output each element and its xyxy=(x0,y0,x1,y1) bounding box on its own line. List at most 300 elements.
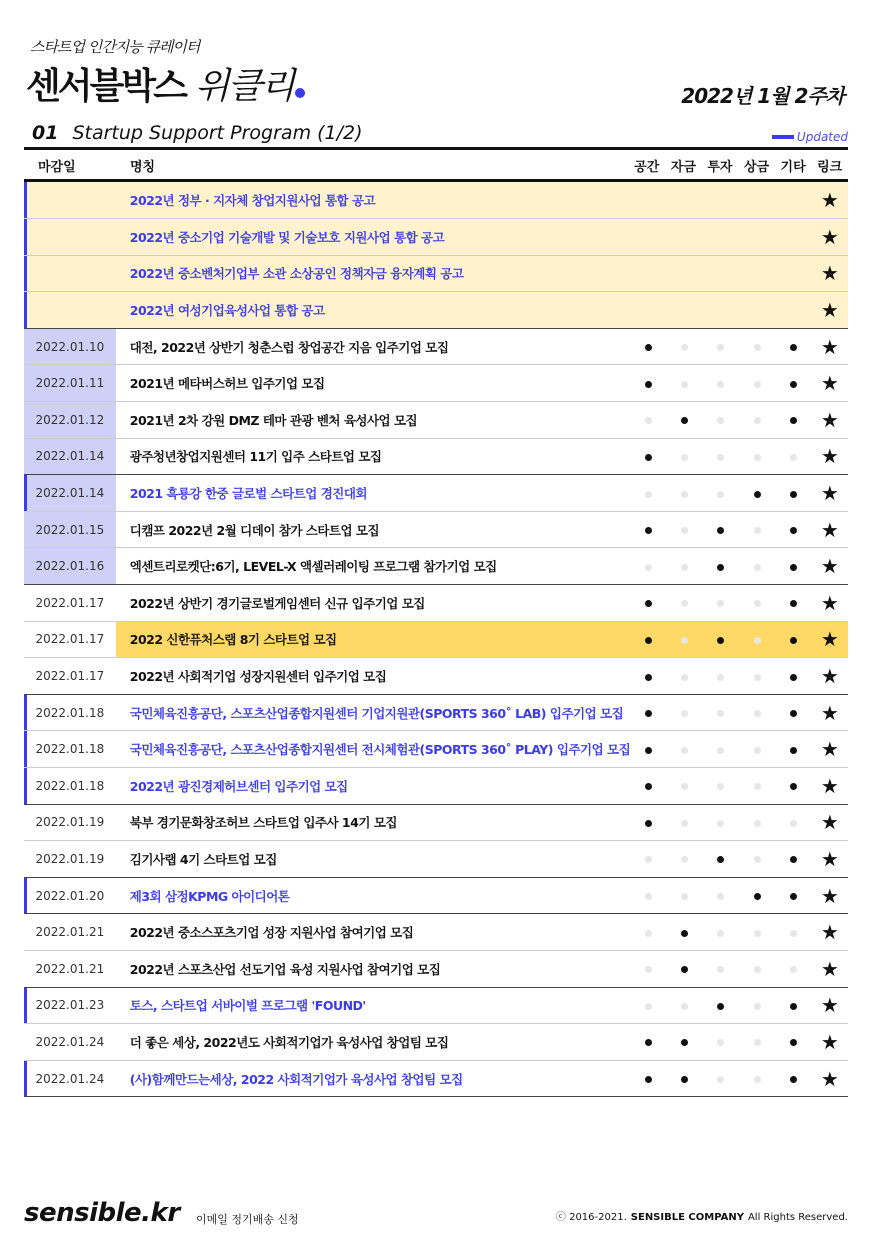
flag-cell xyxy=(703,658,739,695)
link-cell[interactable] xyxy=(812,877,848,914)
flag-cell xyxy=(630,511,666,548)
empty-dot-icon xyxy=(717,893,724,900)
flag-cell xyxy=(666,914,702,951)
program-name[interactable]: 더 좋은 세상, 2022년도 사회적기업가 육성사업 창업팀 모집 xyxy=(129,1034,449,1050)
flag-cell xyxy=(666,658,702,695)
link-cell[interactable] xyxy=(812,402,848,439)
flag-cell xyxy=(739,914,775,951)
flag-cell xyxy=(739,987,775,1024)
link-cell[interactable] xyxy=(812,511,848,548)
deadline: 2022.01.19 xyxy=(35,815,105,830)
program-name[interactable]: 2022년 중소스포츠기업 성장 지원사업 참여기업 모집 xyxy=(129,925,414,941)
table-row xyxy=(24,585,848,622)
filled-dot-icon xyxy=(790,1076,797,1083)
flag-cell xyxy=(703,621,739,658)
link-cell[interactable] xyxy=(812,987,848,1024)
flag-cell xyxy=(775,1024,811,1061)
flag-cell xyxy=(703,255,739,292)
flag-cell xyxy=(630,804,666,841)
flag-cell xyxy=(775,694,811,731)
filled-dot-icon xyxy=(645,527,652,534)
star-link-icon[interactable]: ★ xyxy=(820,810,839,835)
flag-cell xyxy=(666,511,702,548)
link-cell[interactable] xyxy=(812,219,848,256)
flag-cell xyxy=(703,841,739,878)
deadline: 2022.01.21 xyxy=(35,925,105,940)
star-link-icon[interactable]: ★ xyxy=(820,407,839,432)
table-row xyxy=(24,658,848,695)
empty-dot-icon xyxy=(754,820,761,827)
empty-dot-icon xyxy=(717,783,724,790)
star-link-icon[interactable]: ★ xyxy=(820,444,839,469)
program-name[interactable]: 토스, 스타트업 서바이벌 프로그램 'FOUND' xyxy=(129,998,366,1014)
flag-cell xyxy=(666,219,702,256)
program-name[interactable]: 국민체육진흥공단, 스포츠산업종합지원센터 기업지원관(SPORTS 360˚ LAB) 입주기업 모집 xyxy=(129,705,624,721)
program-name[interactable]: 광주청년창업지원센터 11기 입주 스타트업 모집 xyxy=(129,449,382,465)
empty-dot-icon xyxy=(754,1076,761,1083)
copyright-years: ⓒ 2016-2021. xyxy=(555,1212,627,1223)
deadline: 2022.01.11 xyxy=(24,365,116,402)
flag-cell xyxy=(739,621,775,658)
filled-dot-icon xyxy=(717,856,724,863)
flag-cell xyxy=(666,548,702,585)
deadline: 2022.01.18 xyxy=(24,768,116,805)
filled-dot-icon xyxy=(790,527,797,534)
deadline: 2022.01.14 xyxy=(24,475,116,512)
program-name[interactable]: 2022년 중소벤처기업부 소관 소상공인 정책자금 융자계획 공고 xyxy=(116,255,630,292)
flag-cell xyxy=(630,694,666,731)
flag-cell xyxy=(703,768,739,805)
legend-bar-icon xyxy=(772,135,794,139)
filled-dot-icon xyxy=(645,1076,652,1083)
flag-cell xyxy=(666,731,702,768)
empty-dot-icon xyxy=(754,417,761,424)
program-name[interactable]: 북부 경기문화창조허브 스타트업 입주사 14기 모집 xyxy=(129,815,397,831)
flag-cell xyxy=(739,438,775,475)
flag-cell xyxy=(703,877,739,914)
program-name[interactable]: (사)함께만드는세상, 2022 사회적기업가 육성사업 창업팀 모집 xyxy=(129,1071,463,1087)
flag-cell xyxy=(775,585,811,622)
program-name[interactable]: 2021년 2차 강원 DMZ 테마 관광 벤처 육성사업 모집 xyxy=(129,412,418,428)
table-row xyxy=(24,768,848,805)
empty-dot-icon xyxy=(717,1039,724,1046)
empty-dot-icon xyxy=(790,966,797,973)
empty-dot-icon xyxy=(754,930,761,937)
filled-dot-icon xyxy=(790,747,797,754)
filled-dot-icon xyxy=(645,637,652,644)
flag-cell xyxy=(775,877,811,914)
program-name[interactable]: 김기사랩 4기 스타트업 모집 xyxy=(129,851,277,867)
link-cell[interactable] xyxy=(812,1060,848,1097)
table-row xyxy=(24,219,848,256)
filled-dot-icon xyxy=(717,637,724,644)
filled-dot-icon xyxy=(681,1039,688,1046)
deadline: 2022.01.12 xyxy=(24,402,116,439)
table-row xyxy=(24,731,848,768)
flag-cell xyxy=(739,548,775,585)
empty-dot-icon xyxy=(717,600,724,607)
star-link-icon[interactable]: ★ xyxy=(820,883,839,908)
flag-cell xyxy=(775,1060,811,1097)
header-prize: 상금 xyxy=(743,159,770,175)
empty-dot-icon xyxy=(645,491,652,498)
program-name[interactable]: 2022년 사회적기업 성장지원센터 입주기업 모집 xyxy=(129,669,387,685)
program-name[interactable]: 2022년 상반기 경기글로벌게임센터 신규 입주기업 모집 xyxy=(129,595,425,611)
filled-dot-icon xyxy=(754,893,761,900)
flag-cell xyxy=(775,768,811,805)
table-row xyxy=(24,365,848,402)
table-row xyxy=(24,621,848,658)
filled-dot-icon xyxy=(681,1076,688,1083)
subscribe-link[interactable]: 이메일 정기배송 신청 xyxy=(196,1213,299,1226)
empty-dot-icon xyxy=(717,930,724,937)
filled-dot-icon xyxy=(790,637,797,644)
flag-cell xyxy=(630,621,666,658)
star-link-icon[interactable]: ★ xyxy=(820,261,839,286)
link-cell[interactable] xyxy=(812,292,848,329)
filled-dot-icon xyxy=(790,564,797,571)
star-link-icon[interactable]: ★ xyxy=(820,956,839,981)
filled-dot-icon xyxy=(790,381,797,388)
flag-cell xyxy=(666,365,702,402)
star-link-icon[interactable]: ★ xyxy=(820,224,839,249)
flag-cell xyxy=(630,768,666,805)
star-link-icon[interactable]: ★ xyxy=(820,1029,839,1054)
table-row xyxy=(24,255,848,292)
star-link-icon[interactable]: ★ xyxy=(820,737,839,762)
deadline xyxy=(24,255,116,292)
flag-cell xyxy=(775,182,811,219)
empty-dot-icon xyxy=(681,747,688,754)
filled-dot-icon xyxy=(645,783,652,790)
table-header xyxy=(24,150,848,180)
filled-dot-icon xyxy=(681,417,688,424)
empty-dot-icon xyxy=(681,674,688,681)
empty-dot-icon xyxy=(645,1003,652,1010)
flag-cell xyxy=(739,365,775,402)
flag-cell xyxy=(739,219,775,256)
star-link-icon[interactable]: ★ xyxy=(820,993,839,1018)
table-row xyxy=(24,438,848,475)
empty-dot-icon xyxy=(754,674,761,681)
empty-dot-icon xyxy=(717,454,724,461)
flag-cell xyxy=(666,292,702,329)
link-cell[interactable] xyxy=(812,950,848,987)
copyright-rights: All Rights Reserved. xyxy=(747,1212,848,1223)
deadline: 2022.01.20 xyxy=(24,877,116,914)
filled-dot-icon xyxy=(645,381,652,388)
star-link-icon[interactable]: ★ xyxy=(820,371,839,396)
deadline: 2022.01.18 xyxy=(24,694,116,731)
flag-cell xyxy=(666,804,702,841)
link-cell[interactable] xyxy=(812,841,848,878)
deadline: 2022.01.23 xyxy=(24,987,116,1024)
flag-cell xyxy=(630,877,666,914)
empty-dot-icon xyxy=(754,600,761,607)
program-name[interactable]: 2022년 광진경제허브센터 입주기업 모집 xyxy=(129,778,348,794)
star-link-icon[interactable]: ★ xyxy=(820,700,839,725)
table-row xyxy=(24,804,848,841)
flag-cell xyxy=(666,950,702,987)
flag-cell xyxy=(775,475,811,512)
star-link-icon[interactable]: ★ xyxy=(820,188,839,213)
filled-dot-icon xyxy=(645,710,652,717)
empty-dot-icon xyxy=(681,527,688,534)
star-link-icon[interactable]: ★ xyxy=(820,920,839,945)
flag-cell xyxy=(739,877,775,914)
program-name[interactable]: 2022년 중소기업 기술개발 및 기술보호 지원사업 통합 공고 xyxy=(116,219,630,256)
flag-cell xyxy=(739,511,775,548)
program-name[interactable]: 2022년 스포츠산업 선도기업 육성 지원사업 참여기업 모집 xyxy=(129,961,441,977)
star-link-icon[interactable]: ★ xyxy=(820,517,839,542)
empty-dot-icon xyxy=(754,747,761,754)
program-name[interactable]: 제3회 삼정KPMG 아이디어톤 xyxy=(129,888,290,904)
flag-cell xyxy=(630,1024,666,1061)
flag-cell xyxy=(739,1024,775,1061)
link-cell[interactable] xyxy=(812,658,848,695)
program-name[interactable]: 디캠프 2022년 2월 디데이 참가 스타트업 모집 xyxy=(129,522,380,538)
link-cell[interactable] xyxy=(812,768,848,805)
brand-light: 위클리 xyxy=(194,66,294,107)
empty-dot-icon xyxy=(717,820,724,827)
link-cell[interactable] xyxy=(812,731,848,768)
flag-cell xyxy=(630,987,666,1024)
flag-cell xyxy=(775,731,811,768)
star-link-icon[interactable]: ★ xyxy=(820,627,839,652)
empty-dot-icon xyxy=(754,1039,761,1046)
empty-dot-icon xyxy=(681,454,688,461)
flag-cell xyxy=(775,841,811,878)
program-name[interactable]: 2022 신한퓨처스랩 8기 스타트업 모집 xyxy=(116,621,630,658)
link-cell[interactable] xyxy=(812,255,848,292)
empty-dot-icon xyxy=(754,454,761,461)
filled-dot-icon xyxy=(790,783,797,790)
table-row xyxy=(24,548,848,585)
flag-cell xyxy=(666,694,702,731)
link-cell[interactable] xyxy=(812,548,848,585)
link-cell[interactable] xyxy=(812,475,848,512)
flag-cell xyxy=(703,328,739,365)
legend-label: Updated xyxy=(796,130,848,144)
program-name[interactable]: 대전, 2022년 상반기 청춘스럽 창업공간 지음 입주기업 모집 xyxy=(129,339,449,355)
flag-cell xyxy=(775,987,811,1024)
flag-cell xyxy=(775,255,811,292)
empty-dot-icon xyxy=(681,491,688,498)
empty-dot-icon xyxy=(717,344,724,351)
flag-cell xyxy=(775,914,811,951)
section-name: Startup Support Program (1/2) xyxy=(72,122,363,144)
table-row xyxy=(24,1060,848,1097)
empty-dot-icon xyxy=(754,637,761,644)
table-row xyxy=(24,950,848,987)
flag-cell xyxy=(630,255,666,292)
program-name[interactable]: 2021 흑룡강 한중 글로벌 스타트업 경진대회 xyxy=(129,486,367,502)
empty-dot-icon xyxy=(717,966,724,973)
empty-dot-icon xyxy=(790,454,797,461)
filled-dot-icon xyxy=(681,930,688,937)
flag-cell xyxy=(630,1060,666,1097)
deadline: 2022.01.15 xyxy=(24,511,116,548)
filled-dot-icon xyxy=(645,1039,652,1046)
flag-cell xyxy=(666,987,702,1024)
empty-dot-icon xyxy=(754,1003,761,1010)
link-cell[interactable] xyxy=(812,621,848,658)
flag-cell xyxy=(630,328,666,365)
star-link-icon[interactable]: ★ xyxy=(820,590,839,615)
flag-cell xyxy=(739,182,775,219)
flag-cell xyxy=(739,950,775,987)
empty-dot-icon xyxy=(681,564,688,571)
flag-cell xyxy=(666,402,702,439)
flag-cell xyxy=(666,1024,702,1061)
dot-icon xyxy=(295,88,305,98)
header-link: 링크 xyxy=(817,159,843,175)
link-cell[interactable] xyxy=(812,914,848,951)
deadline xyxy=(24,292,116,329)
flag-cell xyxy=(703,1024,739,1061)
flag-cell xyxy=(703,365,739,402)
flag-cell xyxy=(739,292,775,329)
flag-cell xyxy=(630,365,666,402)
empty-dot-icon xyxy=(754,783,761,790)
filled-dot-icon xyxy=(790,674,797,681)
empty-dot-icon xyxy=(645,417,652,424)
program-name[interactable]: 국민체육진흥공단, 스포츠산업종합지원센터 전시체험관(SPORTS 360˚ PLAY) 입주기업 모집 xyxy=(129,742,631,758)
flag-cell xyxy=(739,585,775,622)
link-cell[interactable] xyxy=(812,182,848,219)
header-invest: 투자 xyxy=(707,159,733,175)
flag-cell xyxy=(775,548,811,585)
empty-dot-icon xyxy=(790,930,797,937)
subtitle: 스타트업 인간지능 큐레이터 xyxy=(30,38,200,56)
table-row xyxy=(24,987,848,1024)
deadline: 2022.01.10 xyxy=(24,328,116,365)
flag-cell xyxy=(703,731,739,768)
link-cell[interactable] xyxy=(812,438,848,475)
flag-cell xyxy=(630,731,666,768)
link-cell[interactable] xyxy=(812,804,848,841)
filled-dot-icon xyxy=(645,600,652,607)
empty-dot-icon xyxy=(681,856,688,863)
flag-cell xyxy=(630,658,666,695)
program-table xyxy=(24,182,848,1097)
deadline: 2022.01.24 xyxy=(35,1034,105,1049)
program-name[interactable]: 2021년 메타버스허브 입주기업 모집 xyxy=(129,376,325,392)
filled-dot-icon xyxy=(790,600,797,607)
flag-cell xyxy=(630,950,666,987)
flag-cell xyxy=(739,255,775,292)
empty-dot-icon xyxy=(717,381,724,388)
flag-cell xyxy=(775,292,811,329)
flag-cell xyxy=(630,438,666,475)
flag-cell xyxy=(775,365,811,402)
star-link-icon[interactable]: ★ xyxy=(820,334,839,359)
program-name[interactable]: 엑센트리로켓단:6기, LEVEL-X 액셀러레이팅 프로그램 참가기업 모집 xyxy=(129,559,497,575)
flag-cell xyxy=(775,328,811,365)
table-row xyxy=(24,402,848,439)
flag-cell xyxy=(666,255,702,292)
empty-dot-icon xyxy=(645,966,652,973)
table-row xyxy=(24,877,848,914)
flag-cell xyxy=(630,548,666,585)
flag-cell xyxy=(775,621,811,658)
flag-cell xyxy=(630,841,666,878)
star-link-icon[interactable]: ★ xyxy=(820,554,839,579)
flag-cell xyxy=(666,877,702,914)
deadline xyxy=(24,219,116,256)
filled-dot-icon xyxy=(645,454,652,461)
star-link-icon[interactable]: ★ xyxy=(820,481,839,506)
flag-cell xyxy=(739,475,775,512)
empty-dot-icon xyxy=(681,1003,688,1010)
empty-dot-icon xyxy=(717,674,724,681)
link-cell[interactable] xyxy=(812,694,848,731)
table-row xyxy=(24,914,848,951)
flag-cell xyxy=(775,219,811,256)
header-etc: 기타 xyxy=(780,159,806,175)
flag-cell xyxy=(630,585,666,622)
header-space: 공간 xyxy=(634,159,660,175)
filled-dot-icon xyxy=(790,1039,797,1046)
empty-dot-icon xyxy=(754,527,761,534)
flag-cell xyxy=(703,950,739,987)
star-link-icon[interactable]: ★ xyxy=(820,846,839,871)
footer-logo[interactable]: sensible.kr xyxy=(24,1198,180,1228)
program-name[interactable]: 2022년 정부 · 지자체 창업지원사업 통합 공고 xyxy=(116,182,630,219)
brand: 센서블박스 xyxy=(26,66,185,107)
filled-dot-icon xyxy=(645,747,652,754)
star-link-icon[interactable]: ★ xyxy=(820,1066,839,1091)
program-name[interactable]: 2022년 여성기업육성사업 통합 공고 xyxy=(116,292,630,329)
flag-cell xyxy=(739,694,775,731)
filled-dot-icon xyxy=(645,344,652,351)
empty-dot-icon xyxy=(754,710,761,717)
empty-dot-icon xyxy=(681,893,688,900)
flag-cell xyxy=(666,438,702,475)
empty-dot-icon xyxy=(645,893,652,900)
link-cell[interactable] xyxy=(812,328,848,365)
flag-cell xyxy=(739,841,775,878)
empty-dot-icon xyxy=(681,381,688,388)
flag-cell xyxy=(739,402,775,439)
flag-cell xyxy=(775,438,811,475)
empty-dot-icon xyxy=(754,381,761,388)
link-cell[interactable] xyxy=(812,1024,848,1061)
star-link-icon[interactable]: ★ xyxy=(820,298,839,323)
star-link-icon[interactable]: ★ xyxy=(820,773,839,798)
filled-dot-icon xyxy=(790,417,797,424)
empty-dot-icon xyxy=(681,600,688,607)
company-name: SENSIBLE COMPANY xyxy=(630,1212,744,1223)
filled-dot-icon xyxy=(790,856,797,863)
link-cell[interactable] xyxy=(812,365,848,402)
star-link-icon[interactable]: ★ xyxy=(820,664,839,689)
empty-dot-icon xyxy=(754,564,761,571)
flag-cell xyxy=(703,1060,739,1097)
empty-dot-icon xyxy=(754,966,761,973)
header-fund: 자금 xyxy=(670,159,696,175)
copyright xyxy=(556,1208,848,1223)
header-name: 명칭 xyxy=(130,159,156,175)
flag-cell xyxy=(630,182,666,219)
flag-cell xyxy=(666,1060,702,1097)
empty-dot-icon xyxy=(681,820,688,827)
page-title xyxy=(26,58,305,109)
flag-cell xyxy=(739,1060,775,1097)
link-cell[interactable] xyxy=(812,585,848,622)
filled-dot-icon xyxy=(717,527,724,534)
empty-dot-icon xyxy=(717,747,724,754)
